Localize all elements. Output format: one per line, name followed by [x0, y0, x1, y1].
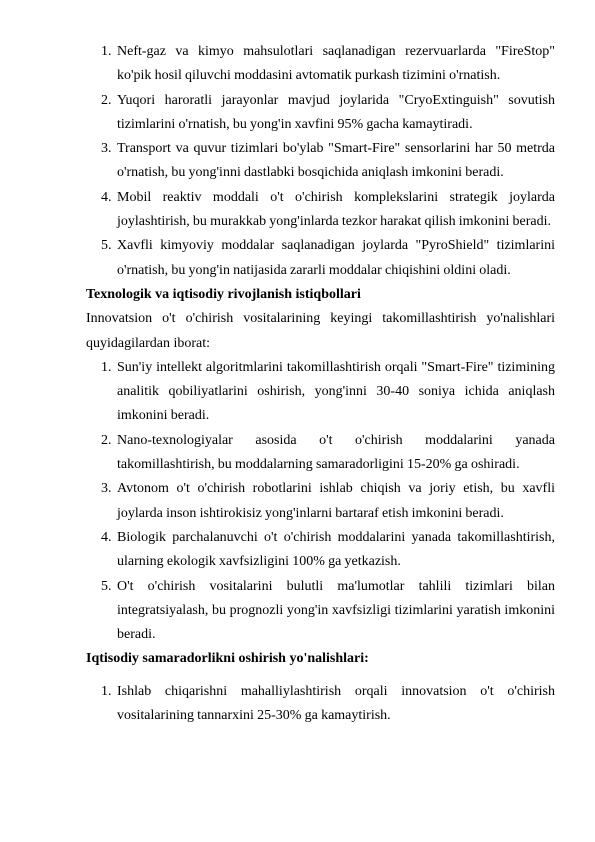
list-item: [86, 40, 555, 89]
list-text: Sun'iy intellekt algoritmlarini takomillashtirish orqali "Smart-Fire" tizimining analitik qobiliyatlarini oshirish, yong'inni 30-40 soniya ichida aniqlash imkonini beradi.: [117, 359, 555, 424]
list-number: 4.: [101, 529, 112, 545]
list-safety-measures: [86, 40, 555, 283]
list-text: O't o'chirish vositalarini bulutli ma'lumotlar tahlili tizimlari bilan integratsiyalash, bu prognozli yong'in xavfsizligi tizimlarini yaratish imkonini beradi.: [117, 578, 555, 643]
list-text: Ishlab chiqarishni mahalliylashtirish orqali innovatsion o't o'chirish vositalarining tannarxini 25-30% ga kamaytirish.: [117, 683, 555, 724]
list-item: [86, 234, 555, 283]
list-number: 1.: [101, 359, 112, 375]
intro-paragraph: Innovatsion o't o'chirish vositalarining keyingi takomillashtirish yo'nalishlari quyidagilardan iborat:: [86, 311, 555, 351]
section-heading-economic: Iqtisodiy samaradorlikni oshirish yo'nalishlari:: [86, 651, 369, 667]
list-number: 3.: [101, 481, 112, 497]
list-text: Xavfli kimyoviy moddalar saqlanadigan joylarda "PyroShield" tizimlarini o'rnatish, bu yong'in natijasida zararli moddalar chiqishini oldini oladi.: [117, 238, 555, 278]
list-number: 1.: [101, 44, 112, 59]
section-heading-prospects: Texnologik va iqtisodiy rivojlanish istiqbollari: [86, 286, 361, 302]
list-item: [86, 137, 555, 186]
list-number: 1.: [101, 683, 112, 699]
document-page: [86, 40, 555, 728]
list-item: [86, 526, 555, 575]
list-number: 5.: [101, 578, 112, 594]
list-number: 3.: [101, 141, 112, 157]
list-improvement-directions: [86, 356, 555, 648]
list-number: 5.: [101, 238, 112, 254]
spacer: [86, 672, 555, 680]
list-item: [86, 575, 555, 648]
list-item: [86, 186, 555, 235]
list-text: Biologik parchalanuvchi o't o'chirish moddalarini yanada takomillashtirish, ularning ekologik xavfsizligini 100% ga yetkazish.: [117, 529, 555, 570]
list-item: [86, 429, 555, 478]
list-number: 2.: [101, 92, 112, 108]
list-text: Neft-gaz va kimyo mahsulotlari saqlanadigan rezervuarlarda "FireStop" ko'pik hosil qiluvchi moddasini avtomatik purkash tizimini o'rnatish.: [117, 44, 555, 84]
list-number: 2.: [101, 432, 112, 448]
list-text: Yuqori haroratli jarayonlar mavjud joylarida "CryoExtinguish" sovutish tizimlarini o'rnatish, bu yong'in xavfini 95% gacha kamaytiradi.: [117, 92, 555, 132]
list-text: Nano-texnologiyalar asosida o't o'chirish moddalarini yanada takomillashtirish, bu moddalarning samaradorligini 15-20% ga oshiradi.: [117, 432, 555, 473]
list-item: [86, 680, 555, 729]
list-economic-directions: [86, 680, 555, 729]
list-item: [86, 477, 555, 526]
list-text: Transport va quvur tizimlari bo'ylab "Smart-Fire" sensorlarini har 50 metrda o'rnatish, bu yong'inni dastlabki bosqichida aniqlash imkonini beradi.: [117, 141, 555, 181]
list-item: [86, 356, 555, 429]
list-item: [86, 89, 555, 138]
list-text: Mobil reaktiv moddali o't o'chirish komplekslarini strategik joylarda joylashtirish, bu murakkab yong'inlarda tezkor harakat qilish imkonini beradi.: [117, 189, 555, 230]
list-text: Avtonom o't o'chirish robotlarini ishlab chiqish va joriy etish, bu xavfli joylarda inson ishtirokisiz yong'inlarni bartaraf etish imkonini beradi.: [117, 481, 555, 521]
list-number: 4.: [101, 189, 112, 205]
